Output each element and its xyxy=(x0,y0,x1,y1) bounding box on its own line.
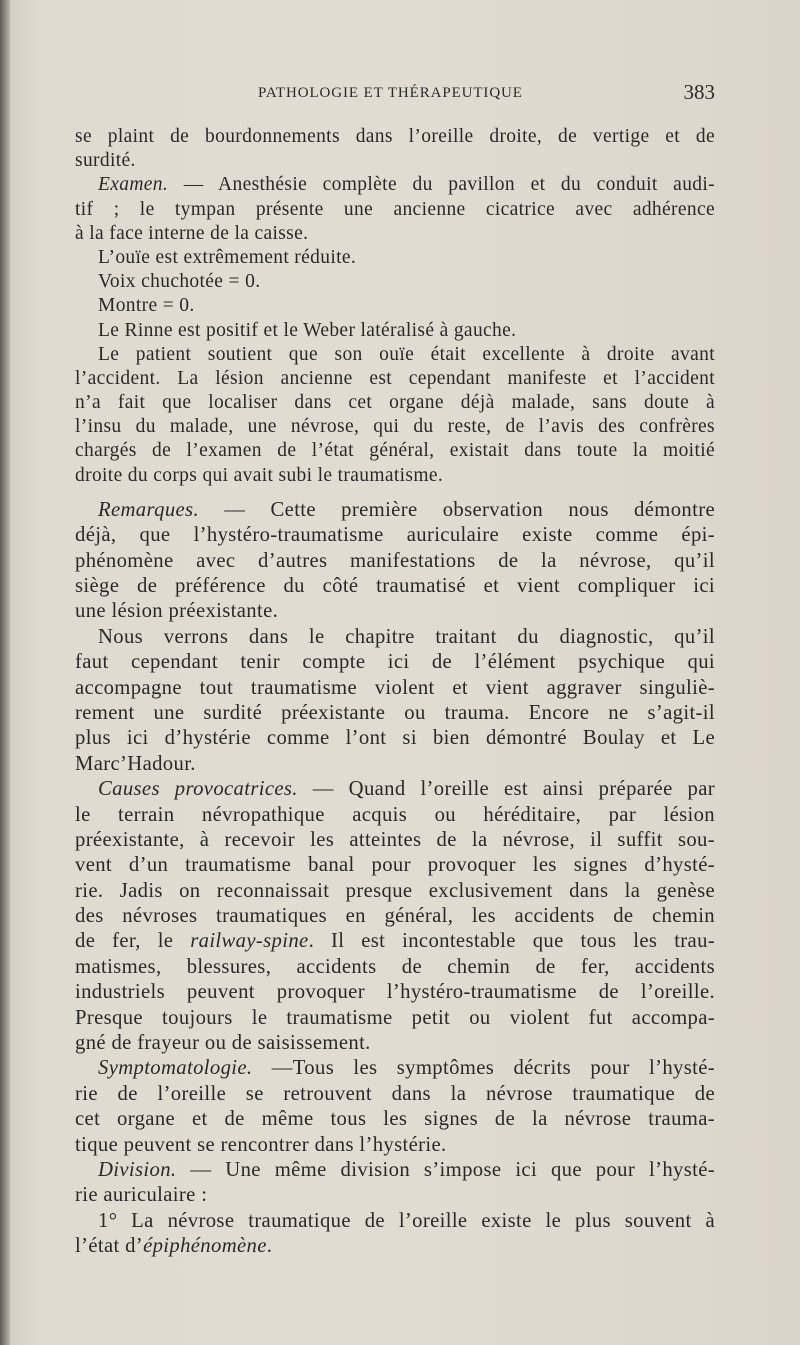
examen-heading: Examen. xyxy=(98,174,169,196)
text-line: tif ; le tympan présente une ancienne cicatrice avec adhérence xyxy=(75,198,715,220)
text-line: Montre = 0. xyxy=(98,295,195,317)
text-line: préexistante, à recevoir les atteintes de la névrose, il suffit sou- xyxy=(75,828,715,851)
text-line: 1° La névrose traumatique de l’oreille existe le plus souvent à xyxy=(98,1209,715,1232)
text-line xyxy=(75,777,715,802)
page-header xyxy=(75,80,715,110)
text-line xyxy=(75,173,715,197)
railway-spine-term: railway-spine xyxy=(190,930,309,953)
symptomatologie-heading: Symptomatologie. xyxy=(98,1057,253,1080)
text-line: Voix chuchotée = 0. xyxy=(98,271,261,293)
text-line: rie. Jadis on reconnaissait presque exclusivement dans la genèse xyxy=(75,879,715,902)
text-line: tique peuvent se rencontrer dans l’hystérie. xyxy=(75,1133,447,1156)
text-line: Marc’Hadour. xyxy=(75,752,196,775)
running-title: PATHOLOGIE ET THÉRAPEUTIQUE xyxy=(258,85,523,101)
text-line: vent d’un traumatisme banal pour provoquer les signes d’hysté- xyxy=(75,854,715,877)
text-span: — Une même division s’impose ici que pour l’hysté- xyxy=(176,1158,715,1181)
text-line xyxy=(75,1056,715,1081)
text-span: . Il est incontestable que tous les trau- xyxy=(308,930,716,953)
text-line: faut cependant tenir compte ici de l’élément psychique qui xyxy=(75,651,715,674)
page-text xyxy=(75,125,715,1260)
text-line xyxy=(75,929,715,954)
text-line: accompagne tout traumatisme violent et vient aggraver singuliè- xyxy=(75,676,715,699)
text-line xyxy=(75,1234,715,1259)
text-line: se plaint de bourdonnements dans l’oreille droite, de vertige et de xyxy=(75,126,715,147)
epiphenomene-term: épiphénomène xyxy=(143,1235,267,1258)
text-span: —Tous les symptômes décrits pour l’hysté- xyxy=(252,1057,715,1080)
text-span: — Anesthésie complète du pavillon et du conduit audi- xyxy=(168,174,715,196)
text-line: le terrain névropathique acquis ou héréditaire, par lésion xyxy=(75,803,715,826)
text-line: surdité. xyxy=(75,150,136,172)
text-line: rement une surdité préexistante ou trauma. Encore ne s’agit-il xyxy=(75,701,715,724)
text-span: . xyxy=(266,1235,273,1258)
text-line: matismes, blessures, accidents de chemin de fer, accidents xyxy=(75,955,715,978)
text-line: L’ouïe est extrêmement réduite. xyxy=(98,246,357,268)
text-line: une lésion préexistante. xyxy=(75,600,279,623)
text-line: droite du corps qui avait subi le traumatisme. xyxy=(75,464,444,486)
text-line: rie auriculaire : xyxy=(75,1184,208,1207)
text-span: — Cette première observation nous démontre xyxy=(198,498,715,521)
division-heading: Division. xyxy=(98,1158,177,1181)
text-line: Le patient soutient que son ouïe était excellente à droite avant xyxy=(98,343,715,365)
text-line xyxy=(75,498,715,523)
text-line: chargés de l’examen de l’état général, existait dans toute la moitié xyxy=(75,440,715,462)
body-section xyxy=(75,498,715,1260)
section-gap xyxy=(75,488,715,498)
text-span: — Quand l’oreille est ainsi préparée par xyxy=(297,778,715,801)
text-line: l’insu du malade, une névrose, qui du reste, de l’avis des confrères xyxy=(75,416,715,438)
text-span: de fer, le xyxy=(75,930,191,953)
book-spine-shadow xyxy=(0,0,10,1345)
causes-heading: Causes provocatrices. xyxy=(98,778,298,801)
text-line: rie de l’oreille se retrouvent dans la névrose traumatique de xyxy=(75,1082,715,1105)
text-line: n’a fait que localiser dans cet organe déjà malade, sans doute à xyxy=(75,392,715,414)
text-line: siège de préférence du côté traumatisé et vient compliquer ici xyxy=(75,574,715,597)
text-line: des névroses traumatiques en général, les accidents de chemin xyxy=(75,905,715,928)
text-line: Presque toujours le traumatisme petit ou violent fut accompa- xyxy=(75,1006,715,1029)
text-line: l’accident. La lésion ancienne est cependant manifeste et l’accident xyxy=(75,367,715,389)
text-line: plus ici d’hystérie comme l’ont si bien démontré Boulay et Le xyxy=(75,727,715,750)
text-line: Nous verrons dans le chapitre traitant du diagnostic, qu’il xyxy=(98,625,715,648)
text-line: phénomène avec d’autres manifestations de la névrose, qu’il xyxy=(75,549,715,572)
remarques-heading: Remarques. xyxy=(98,498,199,521)
text-line: déjà, que l’hystéro-traumatisme auriculaire existe comme épi- xyxy=(75,524,715,547)
text-line xyxy=(75,1158,715,1183)
text-span: l’état d’ xyxy=(75,1235,144,1258)
observation-section xyxy=(75,125,715,488)
text-line: Le Rinne est positif et le Weber latéralisé à gauche. xyxy=(98,319,517,341)
page-number: 383 xyxy=(683,80,715,104)
text-line: à la face interne de la caisse. xyxy=(75,222,309,244)
text-line: industriels peuvent provoquer l’hystéro-traumatisme de l’oreille. xyxy=(75,981,715,1004)
text-line: gné de frayeur ou de saisissement. xyxy=(75,1032,371,1055)
text-line: cet organe et de même tous les signes de la névrose trauma- xyxy=(75,1108,715,1131)
